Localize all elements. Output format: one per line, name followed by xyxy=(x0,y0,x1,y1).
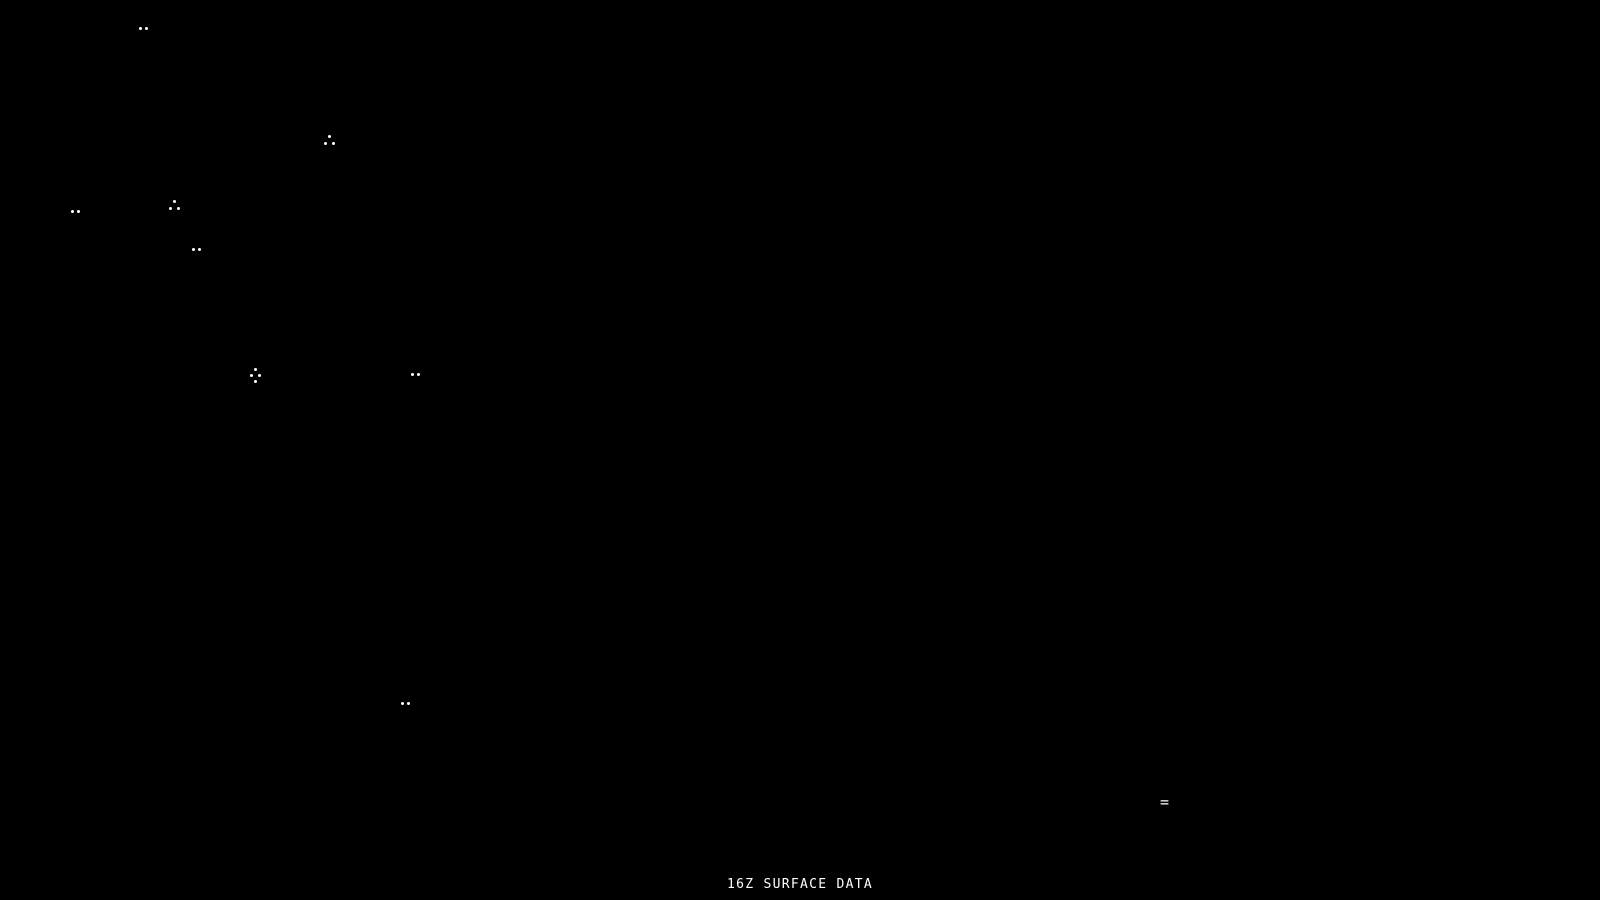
station-dot xyxy=(177,207,180,210)
station-dot xyxy=(258,374,261,377)
equals-glyph-marker: = xyxy=(1160,793,1170,811)
station-dot xyxy=(411,373,414,376)
station-dot xyxy=(198,248,201,251)
station-dot xyxy=(173,200,176,203)
station-dot xyxy=(139,27,142,30)
station-dot xyxy=(169,207,172,210)
station-dot xyxy=(71,210,74,213)
station-dot xyxy=(328,135,331,138)
station-marker xyxy=(398,695,414,711)
station-marker xyxy=(248,367,264,383)
station-dot xyxy=(254,380,257,383)
station-dot xyxy=(324,142,327,145)
station-dot xyxy=(417,373,420,376)
station-marker xyxy=(68,203,84,219)
station-marker xyxy=(189,241,205,257)
station-dot xyxy=(254,368,257,371)
page-title: 16Z SURFACE DATA xyxy=(726,877,874,892)
station-dot xyxy=(145,27,148,30)
station-dot xyxy=(332,142,335,145)
station-dot xyxy=(401,702,404,705)
station-dot xyxy=(77,210,80,213)
station-marker xyxy=(322,132,338,148)
station-dot xyxy=(192,248,195,251)
station-marker xyxy=(408,366,424,382)
station-marker xyxy=(136,20,152,36)
station-dot xyxy=(407,702,410,705)
station-dot xyxy=(250,374,253,377)
station-marker xyxy=(167,197,183,213)
